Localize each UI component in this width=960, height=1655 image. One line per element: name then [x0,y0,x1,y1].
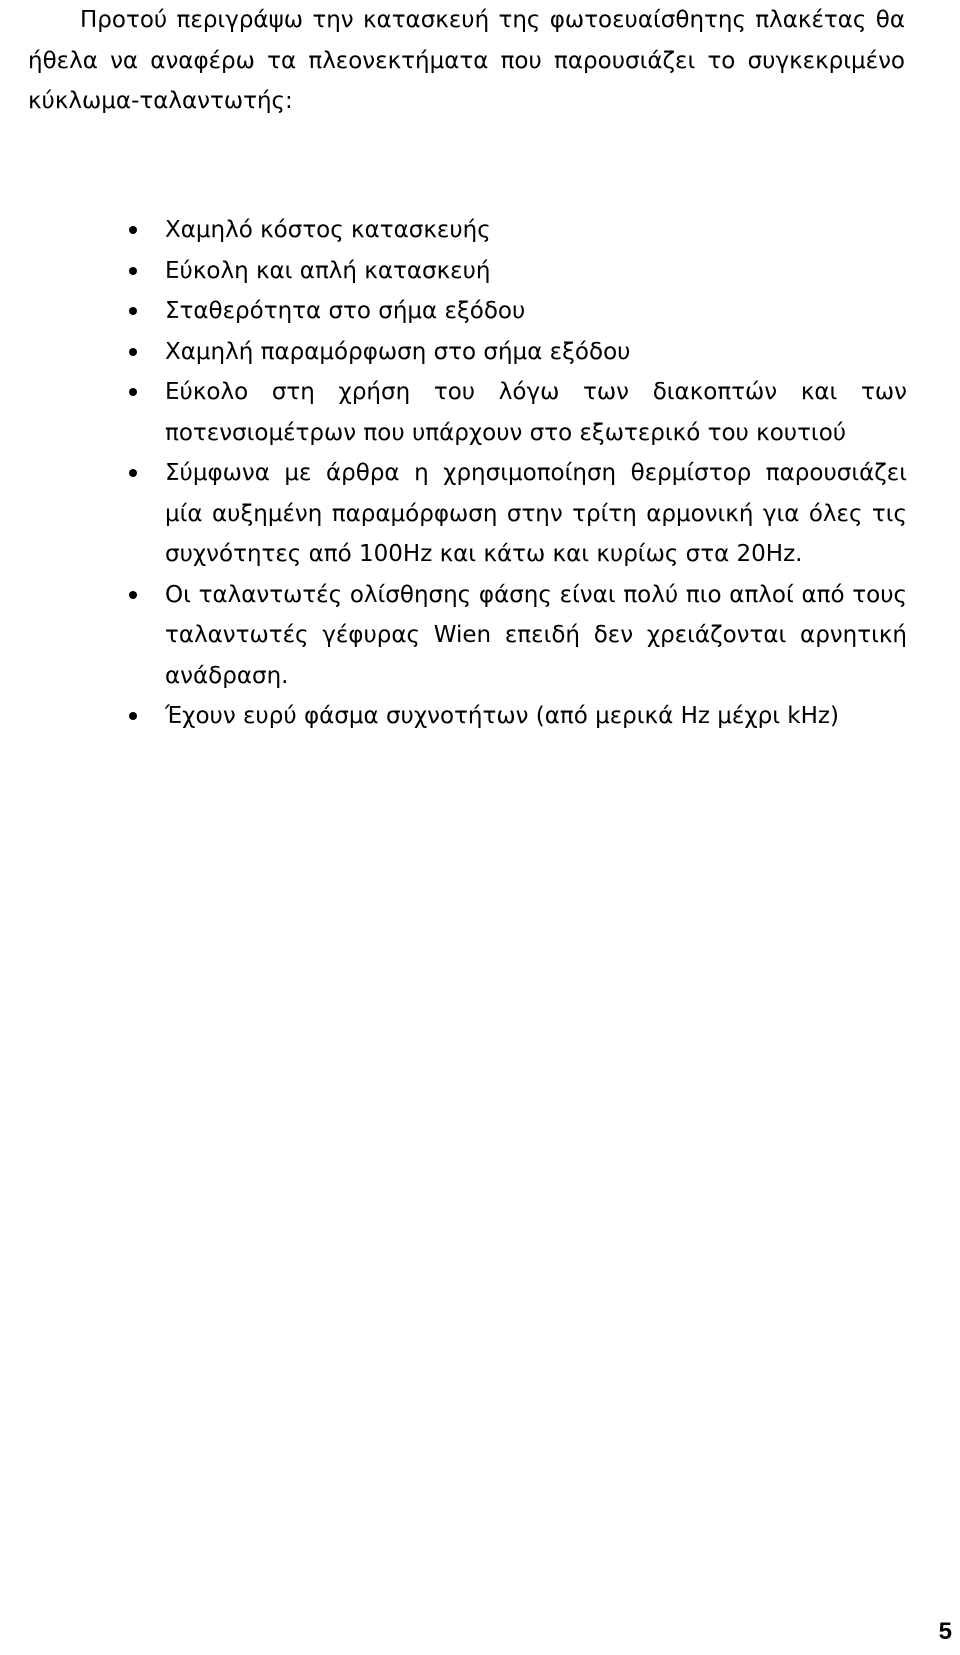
bullet-icon [129,307,137,315]
list-item [165,372,907,453]
advantages-list [0,210,960,737]
list-item-text: Οι ταλαντωτές ολίσθησης φάσης είναι πολύ πιο απλοί από τους ταλαντωτές γέφυρας Wien επειδή δεν χρειάζονται αρνητική ανάδραση. [165,581,907,689]
bullet-icon [129,267,137,275]
list-item [165,291,907,332]
list-item-text: Χαμηλή παραμόρφωση στο σήμα εξόδου [165,338,631,365]
bullet-icon [129,591,137,599]
list-item [165,453,907,575]
list-item-text: Σύμφωνα με άρθρα η χρησιμοποίηση θερμίστορ παρουσιάζει μία αυξημένη παραμόρφωση στην τρίτη αρμονική για όλες τις συχνότητες από 100Hz και κάτω και κυρίως στα 20Hz. [165,460,907,567]
list-item [165,332,907,373]
list-item [165,210,907,251]
list-item-text: Χαμηλό κόστος κατασκευής [165,217,491,243]
list-item-text: Εύκολο στη χρήση του λόγω των διακοπτών και των ποτενσιομέτρων που υπάρχουν στο εξωτερικό του κουτιού [165,379,907,446]
list-item-text: Εύκολη και απλή κατασκευή [165,257,491,284]
list-item-text: Έχουν ευρύ φάσμα συχνοτήτων (από μερικά Hz μέχρι kHz) [165,703,839,729]
list-item [165,251,907,292]
bullet-icon [129,226,137,234]
bullet-icon [129,712,137,720]
page-number: 5 [938,1618,952,1645]
list-item [165,575,907,697]
intro-paragraph: Προτού περιγράψω την κατασκευή της φωτοευαίσθητης πλακέτας θα ήθελα να αναφέρω τα πλεονεκτήματα που παρουσιάζει το συγκεκριμένο κύκλωμα-ταλαντωτής: [28,7,905,114]
list-item [165,696,907,737]
list-item-text: Σταθερότητα στο σήμα εξόδου [165,298,526,324]
bullet-icon [129,348,137,356]
bullet-icon [129,469,137,477]
bullet-icon [129,388,137,396]
